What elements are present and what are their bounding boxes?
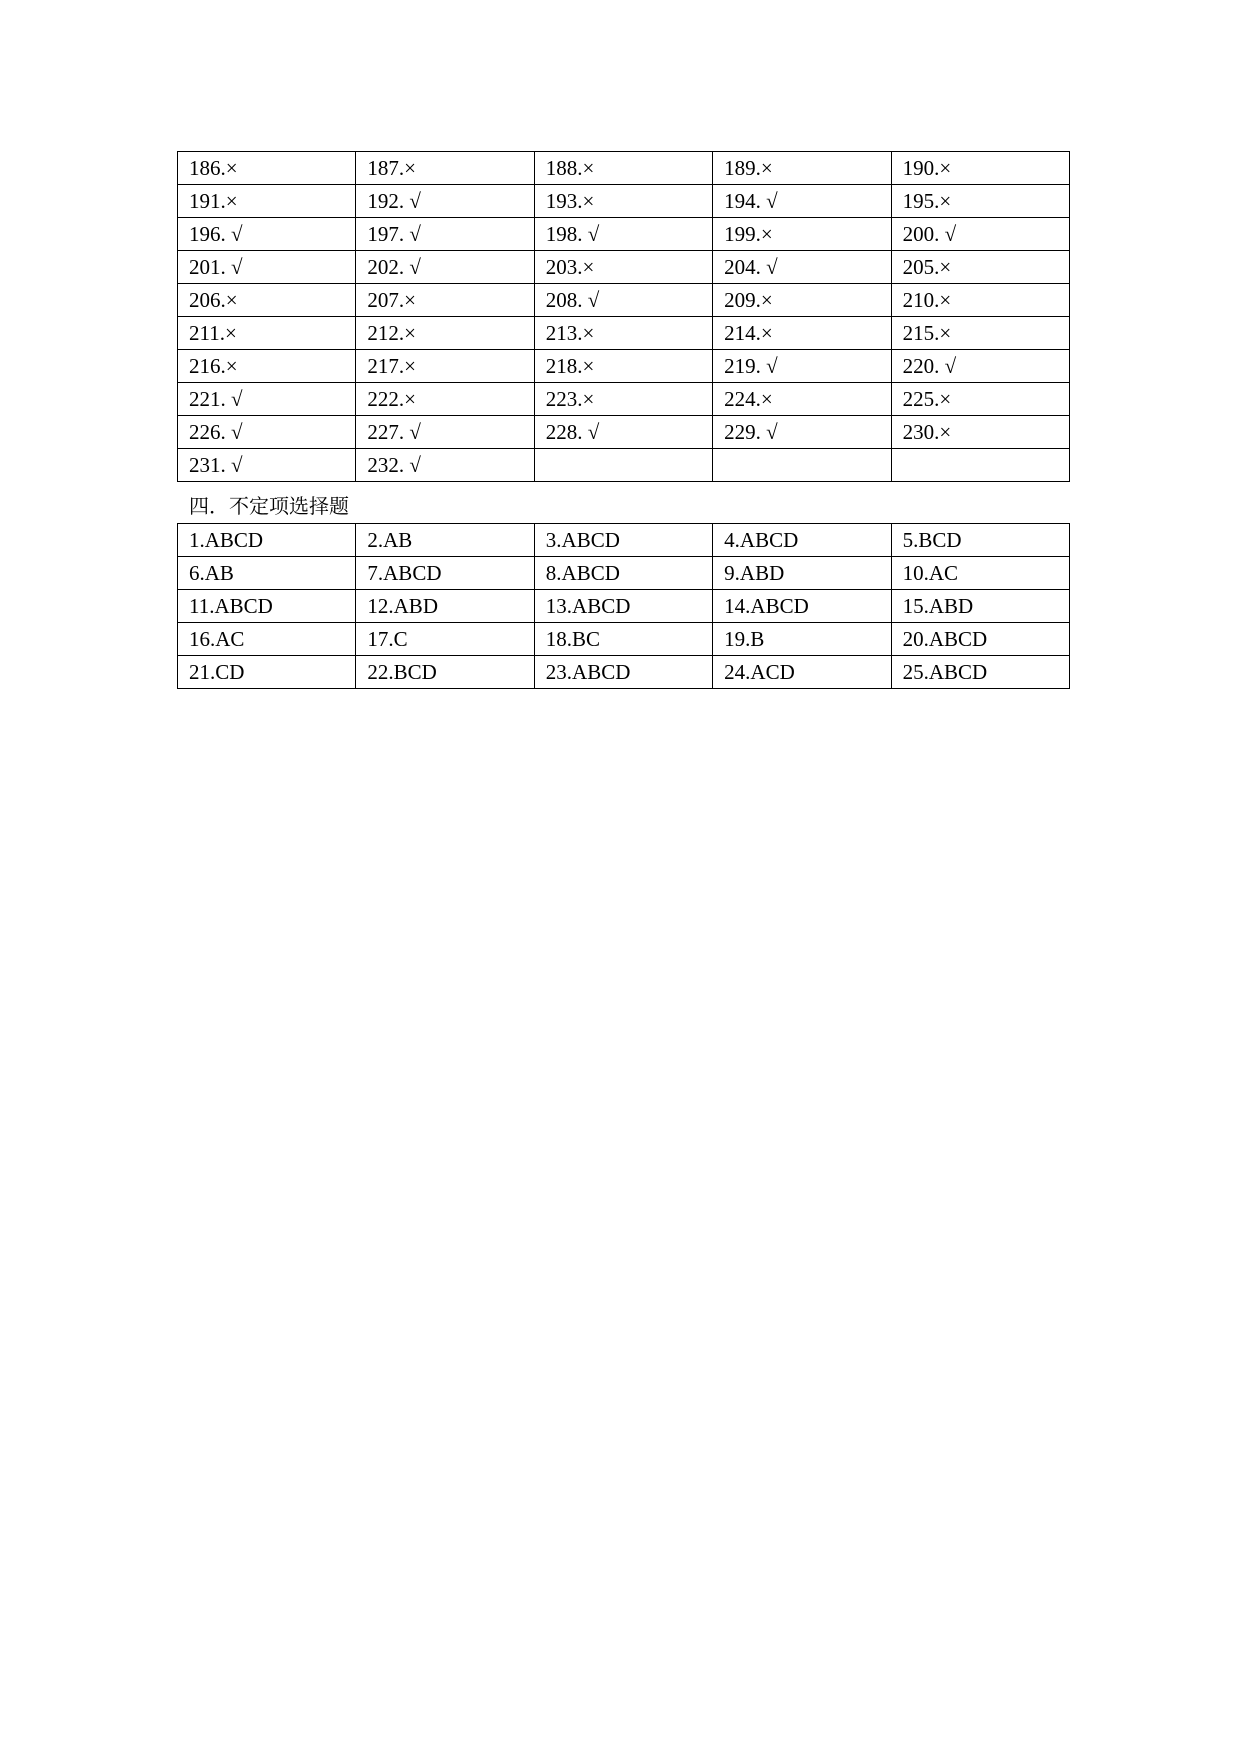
table-row: [178, 317, 1070, 350]
answer-cell: 201. √: [178, 251, 356, 284]
multiple-choice-answer-table: [177, 523, 1070, 689]
table-row: [178, 284, 1070, 317]
empty-cell: [534, 449, 712, 482]
answer-cell: 207.×: [356, 284, 534, 317]
table-row: [178, 350, 1070, 383]
answer-cell: 2.AB: [356, 524, 534, 557]
answer-cell: 226. √: [178, 416, 356, 449]
answer-cell: 218.×: [534, 350, 712, 383]
answer-cell: 191.×: [178, 185, 356, 218]
answer-cell: 9.ABD: [713, 557, 891, 590]
answer-cell: 190.×: [891, 152, 1069, 185]
answer-cell: 15.ABD: [891, 590, 1069, 623]
answer-cell: 215.×: [891, 317, 1069, 350]
answer-cell: 220. √: [891, 350, 1069, 383]
table-row: [178, 557, 1070, 590]
answer-cell: 11.ABCD: [178, 590, 356, 623]
answer-cell: 17.C: [356, 623, 534, 656]
answer-cell: 203.×: [534, 251, 712, 284]
answer-cell: 16.AC: [178, 623, 356, 656]
answer-cell: 221. √: [178, 383, 356, 416]
answer-cell: 232. √: [356, 449, 534, 482]
answer-cell: 194. √: [713, 185, 891, 218]
empty-cell: [713, 449, 891, 482]
answer-cell: 208. √: [534, 284, 712, 317]
answer-cell: 1.ABCD: [178, 524, 356, 557]
answer-cell: 223.×: [534, 383, 712, 416]
answer-cell: 186.×: [178, 152, 356, 185]
answer-cell: 216.×: [178, 350, 356, 383]
answer-cell: 205.×: [891, 251, 1069, 284]
table-row: [178, 152, 1070, 185]
table-row: [178, 656, 1070, 689]
answer-cell: 225.×: [891, 383, 1069, 416]
answer-cell: 195.×: [891, 185, 1069, 218]
answer-cell: 8.ABCD: [534, 557, 712, 590]
answer-cell: 231. √: [178, 449, 356, 482]
answer-cell: 20.ABCD: [891, 623, 1069, 656]
answer-cell: 18.BC: [534, 623, 712, 656]
answer-cell: 202. √: [356, 251, 534, 284]
answer-cell: 12.ABD: [356, 590, 534, 623]
answer-cell: 23.ABCD: [534, 656, 712, 689]
answer-cell: 25.ABCD: [891, 656, 1069, 689]
answer-cell: 212.×: [356, 317, 534, 350]
answer-cell: 188.×: [534, 152, 712, 185]
answer-cell: 210.×: [891, 284, 1069, 317]
answer-cell: 193.×: [534, 185, 712, 218]
answer-cell: 219. √: [713, 350, 891, 383]
table-row: [178, 251, 1070, 284]
answer-cell: 200. √: [891, 218, 1069, 251]
answer-cell: 228. √: [534, 416, 712, 449]
answer-cell: 24.ACD: [713, 656, 891, 689]
answer-cell: 224.×: [713, 383, 891, 416]
answer-cell: 214.×: [713, 317, 891, 350]
answer-cell: 211.×: [178, 317, 356, 350]
answer-cell: 197. √: [356, 218, 534, 251]
answer-cell: 229. √: [713, 416, 891, 449]
answer-cell: 209.×: [713, 284, 891, 317]
answer-cell: 204. √: [713, 251, 891, 284]
table-row: [178, 383, 1070, 416]
answer-cell: 222.×: [356, 383, 534, 416]
table-row: [178, 623, 1070, 656]
answer-cell: 14.ABCD: [713, 590, 891, 623]
table-row: [178, 524, 1070, 557]
table-row: [178, 416, 1070, 449]
answer-cell: 198. √: [534, 218, 712, 251]
empty-cell: [891, 449, 1069, 482]
answer-cell: 7.ABCD: [356, 557, 534, 590]
answer-cell: 227. √: [356, 416, 534, 449]
answer-cell: 19.B: [713, 623, 891, 656]
answer-cell: 187.×: [356, 152, 534, 185]
answer-cell: 4.ABCD: [713, 524, 891, 557]
answer-cell: 196. √: [178, 218, 356, 251]
answer-cell: 230.×: [891, 416, 1069, 449]
answer-cell: 21.CD: [178, 656, 356, 689]
table-row: [178, 590, 1070, 623]
answer-cell: 13.ABCD: [534, 590, 712, 623]
table-row: [178, 218, 1070, 251]
answer-cell: 217.×: [356, 350, 534, 383]
section-heading: 四．不定项选择题: [189, 494, 349, 518]
answer-cell: 213.×: [534, 317, 712, 350]
table-row: [178, 185, 1070, 218]
answer-cell: 5.BCD: [891, 524, 1069, 557]
answer-cell: 206.×: [178, 284, 356, 317]
answer-cell: 192. √: [356, 185, 534, 218]
judgement-answer-table: [177, 151, 1070, 482]
answer-cell: 189.×: [713, 152, 891, 185]
answer-cell: 22.BCD: [356, 656, 534, 689]
table-row: [178, 449, 1070, 482]
answer-cell: 10.AC: [891, 557, 1069, 590]
answer-cell: 6.AB: [178, 557, 356, 590]
answer-cell: 199.×: [713, 218, 891, 251]
answer-cell: 3.ABCD: [534, 524, 712, 557]
